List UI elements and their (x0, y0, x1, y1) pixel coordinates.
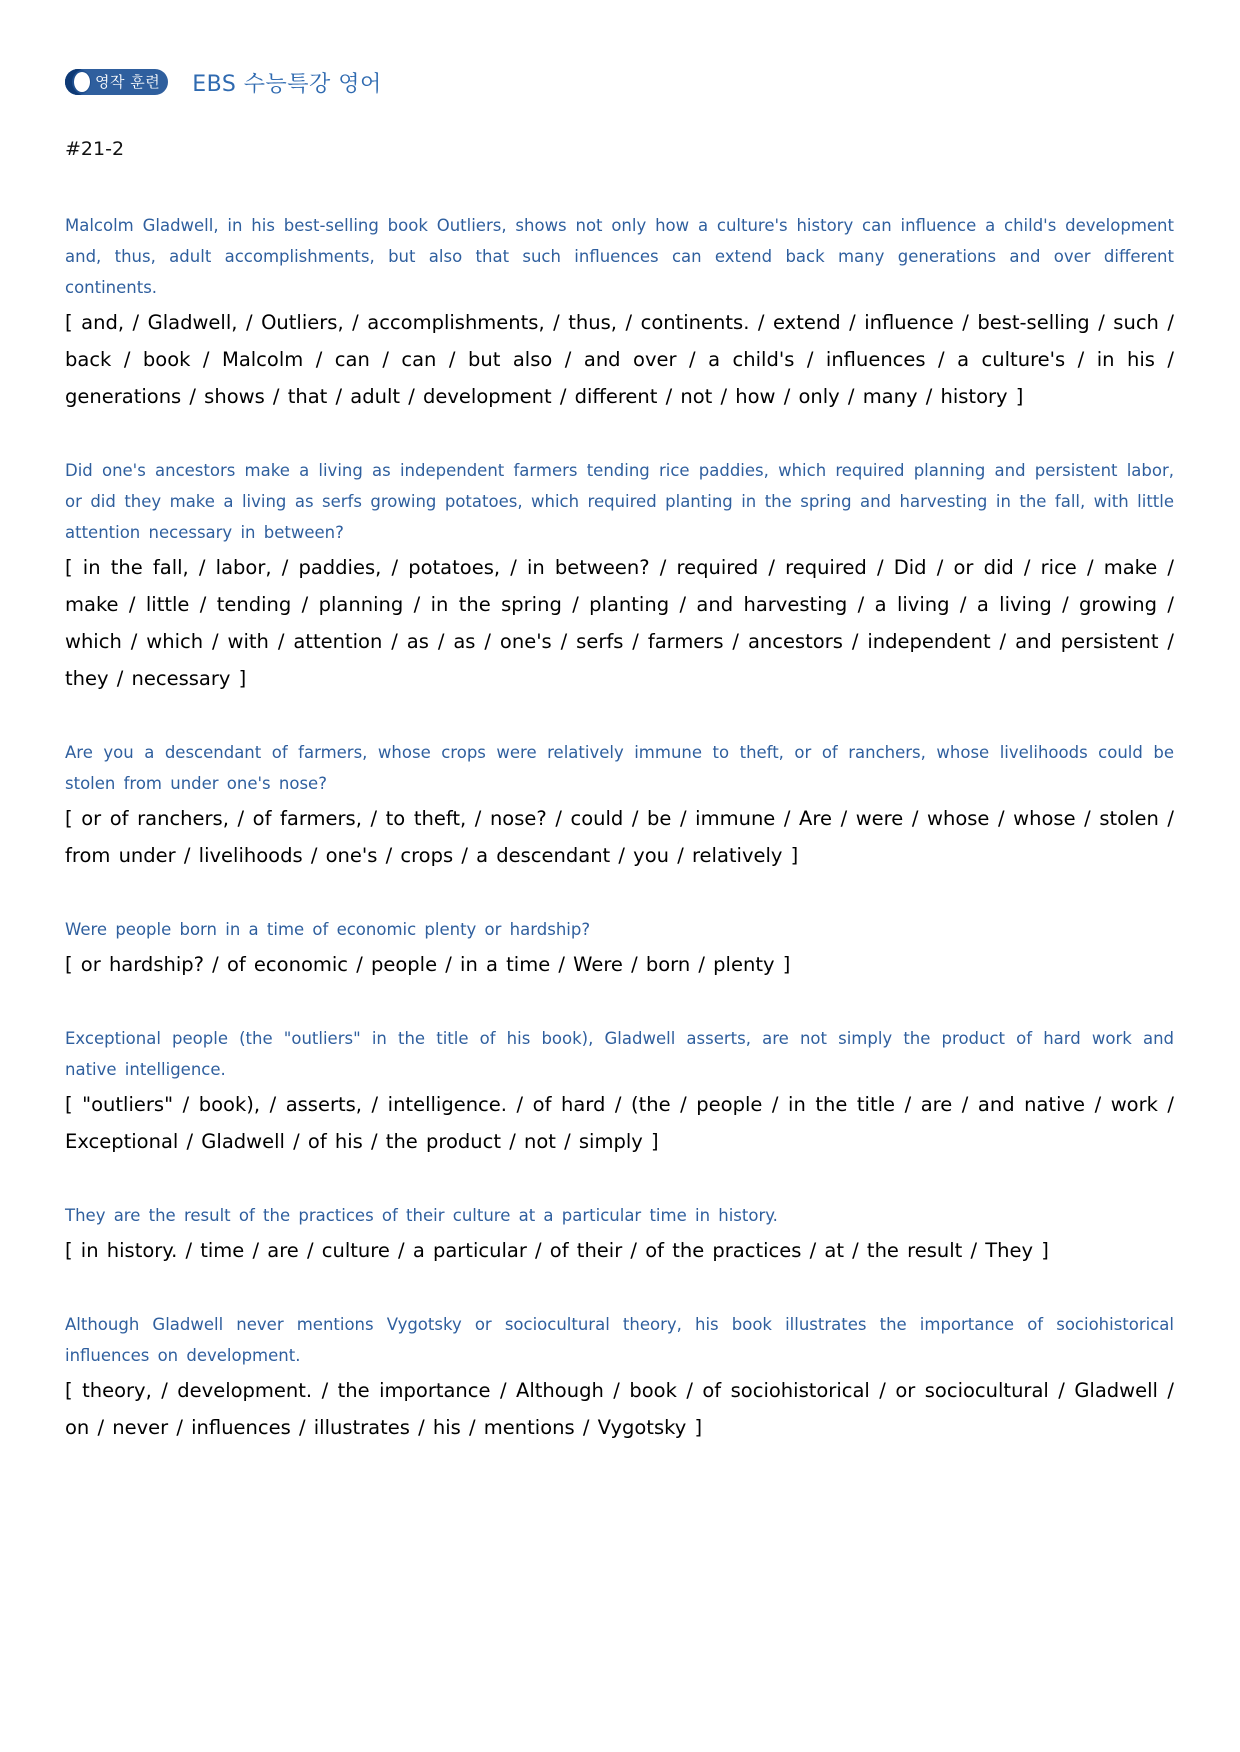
source-sentence: Did one's ancestors make a living as independent farmers tending rice paddies, which required planning and persistent labor, or did they make a living as serfs growing potatoes, which required planting in the spring and harvesting in the fall, with little attention necessary in between? (65, 461, 1174, 542)
exercise-item (65, 1200, 1174, 1269)
scrambled-words: [ or of ranchers, / of farmers, / to theft, / nose? / could / be / immune / Are / were / whose / whose / stolen / from under / livelihoods / one's / crops / a descendant / you / relatively ] (65, 807, 1174, 867)
worksheet-header (65, 66, 1174, 98)
source-sentence: Were people born in a time of economic plenty or hardship? (65, 920, 591, 939)
exercise-item (65, 455, 1174, 697)
scrambled-words: [ in history. / time / are / culture / a particular / of their / of the practices / at / the result / They ] (65, 1239, 1049, 1262)
exercise-item (65, 737, 1174, 874)
exercise-list (65, 210, 1174, 1446)
scrambled-words: [ "outliers" / book), / asserts, / intelligence. / of hard / (the / people / in the title / are / and native / work / Exceptional / Gladwell / of his / the product / not / simply ] (65, 1093, 1174, 1153)
exercise-item (65, 210, 1174, 415)
badge-label: 영작 훈련 (95, 73, 161, 91)
scrambled-words: [ theory, / development. / the importance / Although / book / of sociohistorical / or sociocultural / Gladwell / on / never / influences / illustrates / his / mentions / Vygotsky ] (65, 1379, 1174, 1439)
source-sentence: Although Gladwell never mentions Vygotsky or sociocultural theory, his book illustrates the importance of sociohistorical influences on development. (65, 1315, 1174, 1365)
section-number: #21-2 (65, 138, 125, 160)
exercise-item (65, 914, 1174, 983)
worksheet-page (65, 66, 1174, 1446)
exercise-item (65, 1023, 1174, 1160)
scrambled-words: [ and, / Gladwell, / Outliers, / accomplishments, / thus, / continents. / extend / influence / best-selling / such / back / book / Malcolm / can / can / but also / and over / a child's / influences / a culture's / in his / generations / shows / that / adult / development / different / not / how / only / many / history ] (65, 311, 1174, 408)
exercise-item (65, 1309, 1174, 1446)
source-sentence: They are the result of the practices of their culture at a particular time in history. (65, 1206, 778, 1225)
source-sentence: Malcolm Gladwell, in his best-selling book Outliers, shows not only how a culture's history can influence a child's development and, thus, adult accomplishments, but also that such influences can extend back many generations and over different continents. (65, 216, 1174, 297)
scrambled-words: [ or hardship? / of economic / people / in a time / Were / born / plenty ] (65, 953, 791, 976)
scrambled-words: [ in the fall, / labor, / paddies, / potatoes, / in between? / required / required / Did / or did / rice / make / make / little / tending / planning / in the spring / planting / and harvesting / a living / a living / growing / which / which / with / attention / as / as / one's / serfs / farmers / ancestors / independent / and persistent / they / necessary ] (65, 556, 1174, 690)
source-sentence: Exceptional people (the "outliers" in the title of his book), Gladwell asserts, are not simply the product of hard work and native intelligence. (65, 1029, 1174, 1079)
source-sentence: Are you a descendant of farmers, whose crops were relatively immune to theft, or of ranchers, whose livelihoods could be stolen from under one's nose? (65, 743, 1174, 793)
worksheet-title: EBS 수능특강 영어 (192, 71, 382, 97)
crescent-icon (65, 69, 91, 95)
exercise-type-badge (65, 69, 168, 95)
